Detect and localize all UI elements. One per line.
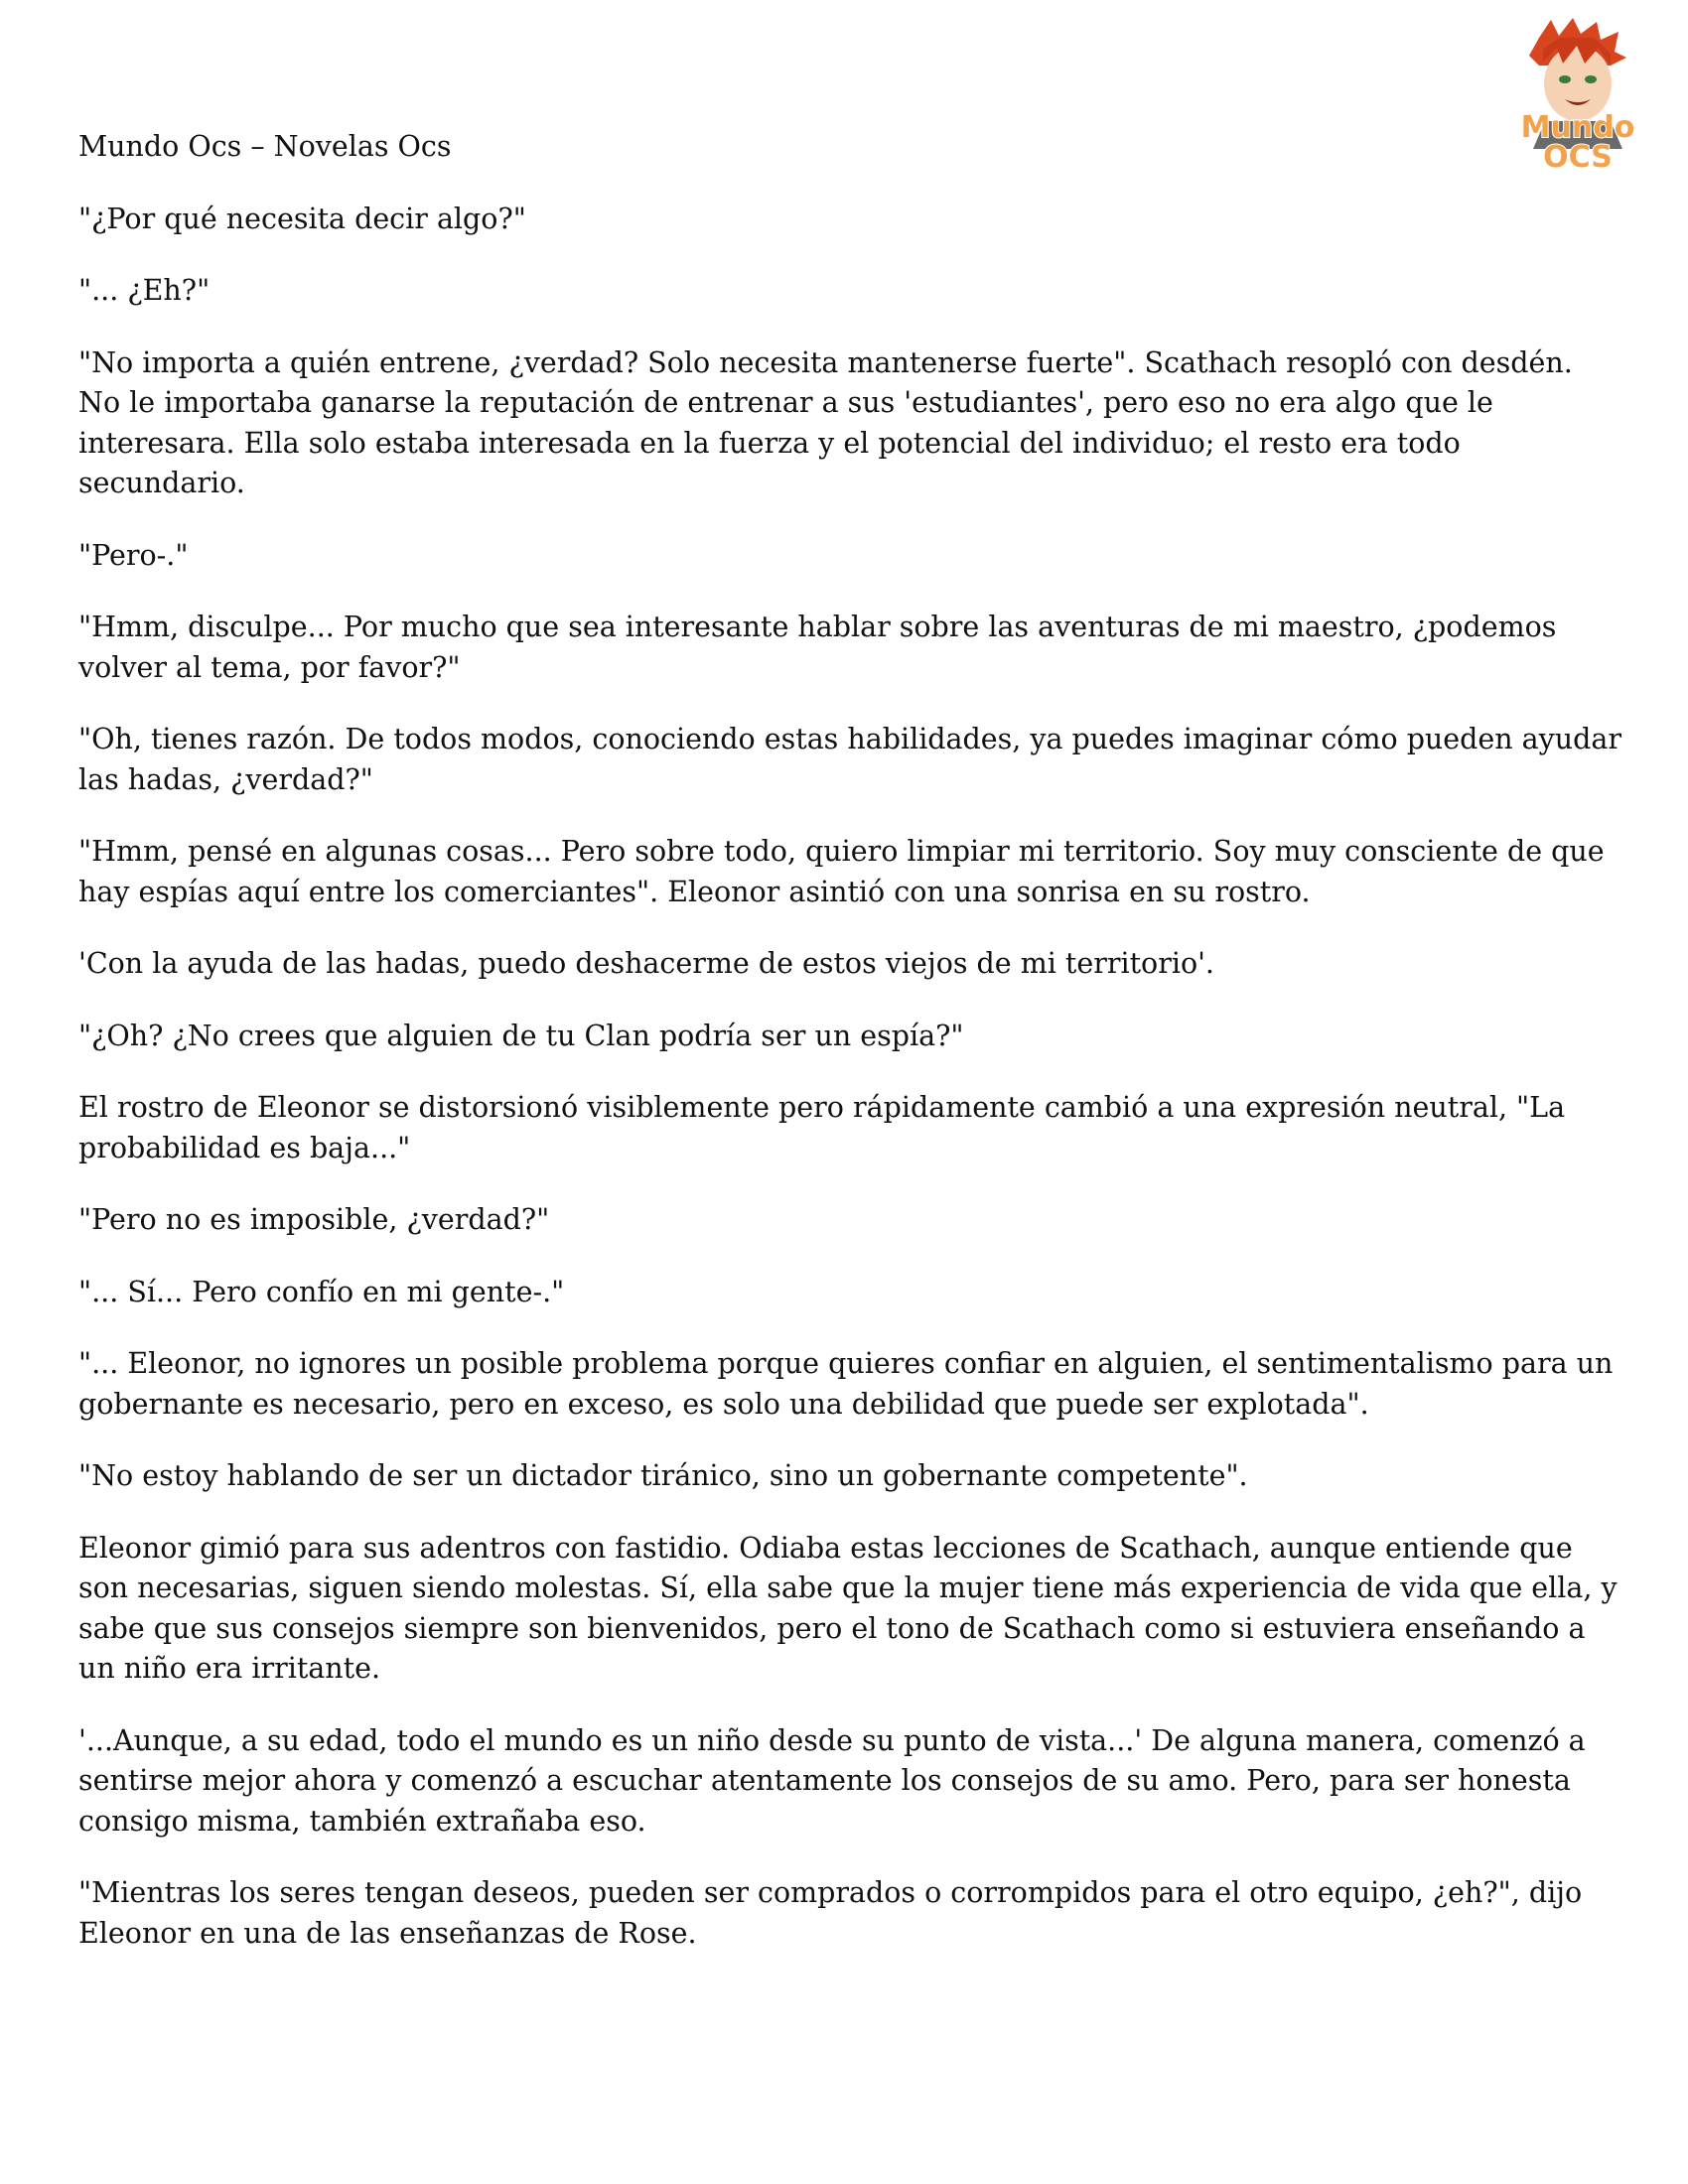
logo-text-line1: Mundo — [1520, 110, 1635, 145]
paragraph: "... ¿Eh?" — [78, 274, 211, 307]
paragraph: "Mientras los seres tengan deseos, pueden ser comprados o corrompidos para el otro equipo, ¿eh?", dijo Eleonor en una de las enseñanzas de Rose. — [78, 1876, 1583, 1950]
paragraph: 'Con la ayuda de las hadas, puedo deshacerme de estos viejos de mi territorio'. — [78, 947, 1214, 980]
paragraph: '...Aunque, a su edad, todo el mundo es un niño desde su punto de vista...' De alguna manera, comenzó a sentirse mejor ahora y comenzó a escuchar atentamente los consejos de su amo. Pero, para ser honesta consigo misma, también extrañaba eso. — [78, 1723, 1586, 1838]
paragraph: "Pero no es imposible, ¿verdad?" — [78, 1203, 550, 1236]
paragraph: "... Eleonor, no ignores un posible problema porque quieres confiar en alguien, el sentimentalismo para un gobernante es necesario, pero en exceso, es solo una debilidad que puede ser explotada". — [78, 1347, 1614, 1421]
paragraph: "¿Oh? ¿No crees que alguien de tu Clan podría ser un espía?" — [78, 1019, 964, 1052]
paragraph: Eleonor gimió para sus adentros con fastidio. Odiaba estas lecciones de Scathach, aunque entiende que son necesarias, siguen siendo molestas. Sí, ella sabe que la mujer tiene más experiencia de vida que ella, y sabe que sus consejos siempre son bienvenidos, pero el tono de Scathach como si estuviera enseñando a un niño era irritante. — [78, 1531, 1618, 1685]
paragraph: "Hmm, disculpe... Por mucho que sea interesante hablar sobre las aventuras de mi maestro, ¿podemos volver al tema, por favor?" — [78, 611, 1557, 684]
document-header: Mundo Ocs – Novelas Ocs — [78, 130, 452, 163]
paragraph: "¿Por qué necesita decir algo?" — [78, 202, 526, 235]
paragraph: "Oh, tienes razón. De todos modos, conociendo estas habilidades, ya puedes imaginar cómo pueden ayudar las hadas, ¿verdad?" — [78, 723, 1621, 796]
paragraph: El rostro de Eleonor se distorsionó visiblemente pero rápidamente cambió a una expresión neutral, "La probabilidad es baja..." — [78, 1091, 1566, 1164]
paragraph: "No estoy hablando de ser un dictador tiránico, sino un gobernante competente". — [78, 1459, 1248, 1492]
paragraph: "Hmm, pensé en algunas cosas... Pero sobre todo, quiero limpiar mi territorio. Soy muy consciente de que hay espías aquí entre los comerciantes". Eleonor asintió con una sonrisa en su rostro. — [78, 835, 1605, 908]
document-body — [78, 127, 1622, 1985]
paragraph: "Pero-." — [78, 538, 189, 572]
logo-text-line2: OCS — [1543, 140, 1613, 175]
paragraph: "No importa a quién entrene, ¿verdad? Solo necesita mantenerse fuerte". Scathach resopló con desdén. No le importaba ganarse la reputación de entrenar a sus 'estudiantes', pero eso no era algo que le interesara. Ella solo estaba interesada en la fuerza y el potencial del individuo; el resto era todo secundario. — [78, 345, 1573, 499]
paragraph: "... Sí... Pero confío en mi gente-." — [78, 1275, 565, 1308]
